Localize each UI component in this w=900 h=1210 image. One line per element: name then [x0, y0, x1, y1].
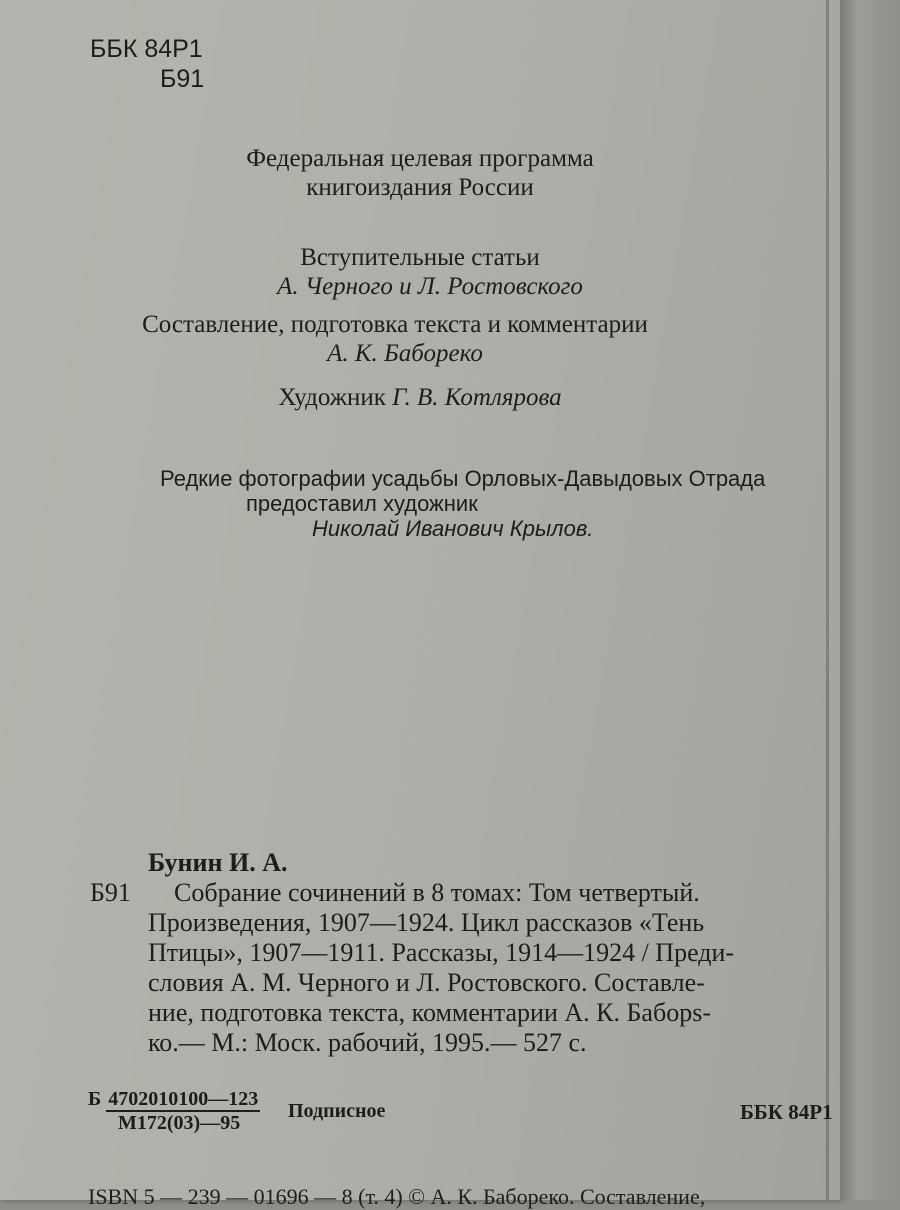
- photos-line-1: Редкие фотографии усадьбы Орловых-Давыдовых Отрада: [160, 466, 766, 491]
- bbk-header: [90, 34, 204, 94]
- fraction-denominator: М172(03)—95: [118, 1112, 241, 1134]
- bbk-index: ББК 84Р1: [90, 35, 203, 63]
- compilation-block: [0, 310, 840, 368]
- program-line-2: книгоиздания России: [306, 174, 534, 201]
- program-line-1: Федеральная целевая программа: [246, 145, 594, 172]
- compilation-line-1: Составление, подготовка текста и комментарии: [142, 311, 648, 338]
- artist-name: Г. В. Котлярова: [392, 384, 562, 411]
- intro-line-1: Вступительные статьи: [300, 244, 540, 271]
- subscription-label: Подписное: [288, 1100, 386, 1122]
- bbk-footer: ББК 84Р1: [740, 1100, 833, 1124]
- fraction-numerator: 4702010100—123: [108, 1088, 259, 1110]
- compilation-author: А. К. Бабореко: [327, 340, 483, 367]
- intro-authors: А. Черного и Л. Ростовского: [277, 273, 583, 300]
- record-author: Бунин И. А.: [148, 848, 288, 877]
- record-line-1: Собрание сочинений в 8 томах: Том четвертый.: [174, 878, 700, 907]
- artist-label: Художник: [278, 384, 386, 411]
- intro-block: [0, 243, 840, 301]
- catalog-fraction: [88, 1088, 260, 1134]
- photos-block: [160, 466, 765, 541]
- bibliographic-record: [130, 848, 830, 1058]
- record-line-5: ние, подготовка текста, комментарии А. К. Бабоps-: [148, 998, 711, 1027]
- record-line-3: Птицы», 1907—1911. Рассказы, 1914—1924 / Преди-: [148, 938, 735, 967]
- fraction-letter: Б: [88, 1088, 102, 1110]
- next-page-edge: [840, 0, 900, 1200]
- record-line-4: словия А. М. Черного и Л. Ростовского. Составле-: [148, 968, 705, 997]
- record-line-6: ко.— М.: Моск. рабочий, 1995.— 527 с.: [148, 1028, 587, 1057]
- isbn-line: ISBN 5 — 239 — 01696 — 8 (т. 4) © А. К. Бабореко. Составление,: [88, 1184, 706, 1209]
- author-code: Б91: [160, 65, 205, 93]
- program-block: [0, 144, 840, 202]
- record-code: Б91: [90, 878, 131, 907]
- photos-line-3: Николай Иванович Крылов.: [312, 516, 594, 541]
- photos-line-2: предоставил художник: [246, 491, 478, 516]
- artist-block: [0, 383, 840, 412]
- record-line-2: Произведения, 1907—1924. Цикл рассказов «Тень: [148, 908, 705, 937]
